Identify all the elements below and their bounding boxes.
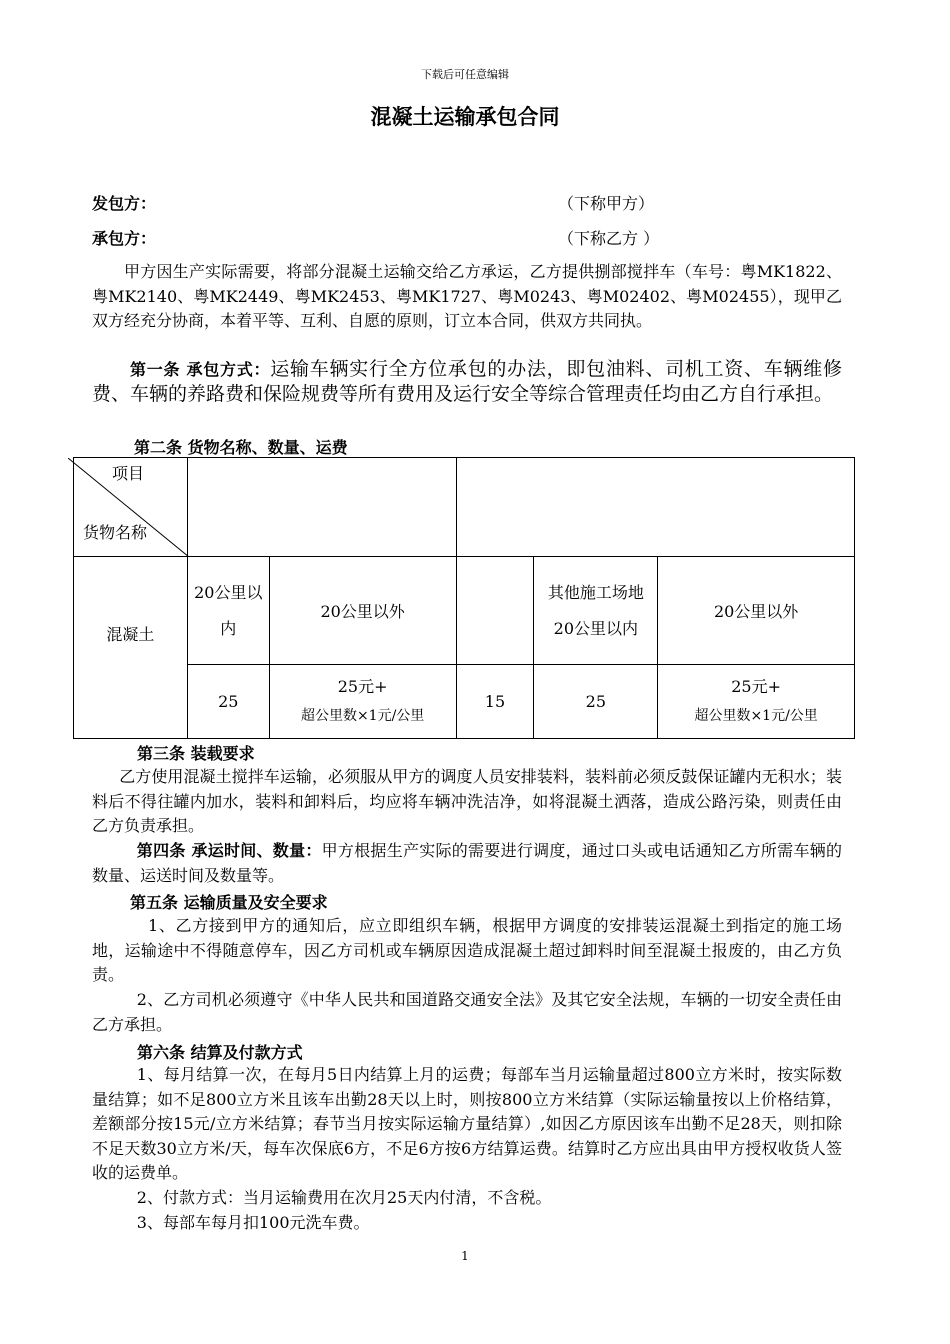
table-diagonal-header (74, 458, 188, 557)
article2-heading: 第二条 货物名称、数量、运费 (134, 438, 348, 457)
article5-item2: 2、乙方司机必须遵守《中华人民共和国道路交通安全法》及其它安全法规，车辆的一切安全责任由乙方承担。 (92, 990, 842, 1034)
party-a-label: 发包方： (92, 194, 157, 213)
page-number: 1 (461, 1249, 469, 1263)
header-goods-label: 货物名称 (83, 523, 148, 542)
article1-heading: 第一条 承包方式： (130, 360, 271, 379)
intro-paragraph: 甲方因生产实际需要，将部分混凝土运输交给乙方承运，乙方提供捌部搅拌车（车号：粤MK1822、粤MK2140、粤MK2449、粤MK2453、粤MK1727、粤M0243、粤M02402、粤M02455），现甲乙双方经充分协商，本着平等、互利、自愿的原则，订立本合同，供双方共同执。 (92, 262, 842, 330)
price-within-20km: 25 (187, 665, 269, 739)
range-within-20km: 20公里以内 (187, 557, 269, 665)
range-beyond-20km: 20公里以外 (269, 557, 456, 665)
article6-item2: 2、付款方式：当月运输费用在次月25天内付清，不含税。 (136, 1188, 552, 1207)
article6-heading: 第六条 结算及付款方式 (137, 1043, 303, 1062)
article6-item3: 3、每部车每月扣100元洗车费。 (136, 1213, 370, 1232)
range-other-site: 其他施工场地20公里以内 (534, 557, 658, 665)
article4-paragraph (92, 839, 842, 888)
article5-heading: 第五条 运输质量及安全要求 (130, 893, 328, 912)
header-item-label: 项目 (112, 464, 145, 483)
goods-table (73, 457, 855, 739)
article5-item1: 1、乙方接到甲方的通知后，应立即组织车辆，根据甲方调度的安排装运混凝土到指定的施工场地，运输途中不得随意停车，因乙方司机或车辆原因造成混凝土超过卸料时间至混凝土报废的，由乙方负责。 (92, 916, 842, 984)
article3-heading: 第三条 装载要求 (137, 744, 255, 763)
article4-heading: 第四条 承运时间、数量： (136, 841, 322, 860)
range-other-beyond-20km: 20公里以外 (658, 557, 855, 665)
party-b-label: 承包方： (92, 229, 157, 248)
party-b-note: （下称乙方 ） (558, 229, 660, 248)
contract-title: 混凝土运输承包合同 (370, 104, 560, 129)
price-other-site: 25 (534, 665, 658, 739)
goods-name-cell: 混凝土 (74, 557, 188, 739)
party-a-note: （下称甲方） (558, 194, 655, 213)
article1-paragraph (92, 357, 842, 406)
article4-text: 甲方根据生产实际的需要进行调度，通过口头或电话通知乙方所需车辆的数量、运送时间及数量等。 (92, 841, 842, 885)
price-beyond-20km: 25元+ 超公里数×1元/公里 (269, 665, 456, 739)
article1-text: 运输车辆实行全方位承包的办法，即包油料、司机工资、车辆维修费、车辆的养路费和保险规费等所有费用及运行安全等综合管理责任均由乙方自行承担。 (92, 358, 842, 405)
table-header-empty-1 (187, 458, 456, 557)
price-other-beyond-20km: 25元+ 超公里数×1元/公里 (658, 665, 855, 739)
article6-item1: 1、每月结算一次，在每月5日内结算上月的运费；每部车当月运输量超过800立方米时，按实际数量结算；如不足800立方米且该车出勤28天以上时，则按800立方米结算（实际运输量按以上价格结算，差额部分按15元/立方米结算；春节当月按实际运输方量结算）,如因乙方原因该车出勤不足28天，则扣除不足天数30立方米/天，每车次保底6方，不足6方按6方结算运费。结算时乙方应出具由甲方授权收货人签收的运费单。 (92, 1065, 842, 1182)
header-note: 下载后可任意编辑 (421, 68, 509, 81)
table-header-empty-2 (456, 458, 855, 557)
price-extra-cell: 15 (456, 665, 534, 739)
range-empty-cell (456, 557, 534, 665)
article3-text: 乙方使用混凝土搅拌车运输，必须服从甲方的调度人员安排装料，装料前必须反鼓保证罐内无积水；装料后不得往罐内加水，装料和卸料后，均应将车辆冲洗洁净，如将混凝土洒落，造成公路污染，则责任由乙方负责承担。 (92, 767, 842, 835)
